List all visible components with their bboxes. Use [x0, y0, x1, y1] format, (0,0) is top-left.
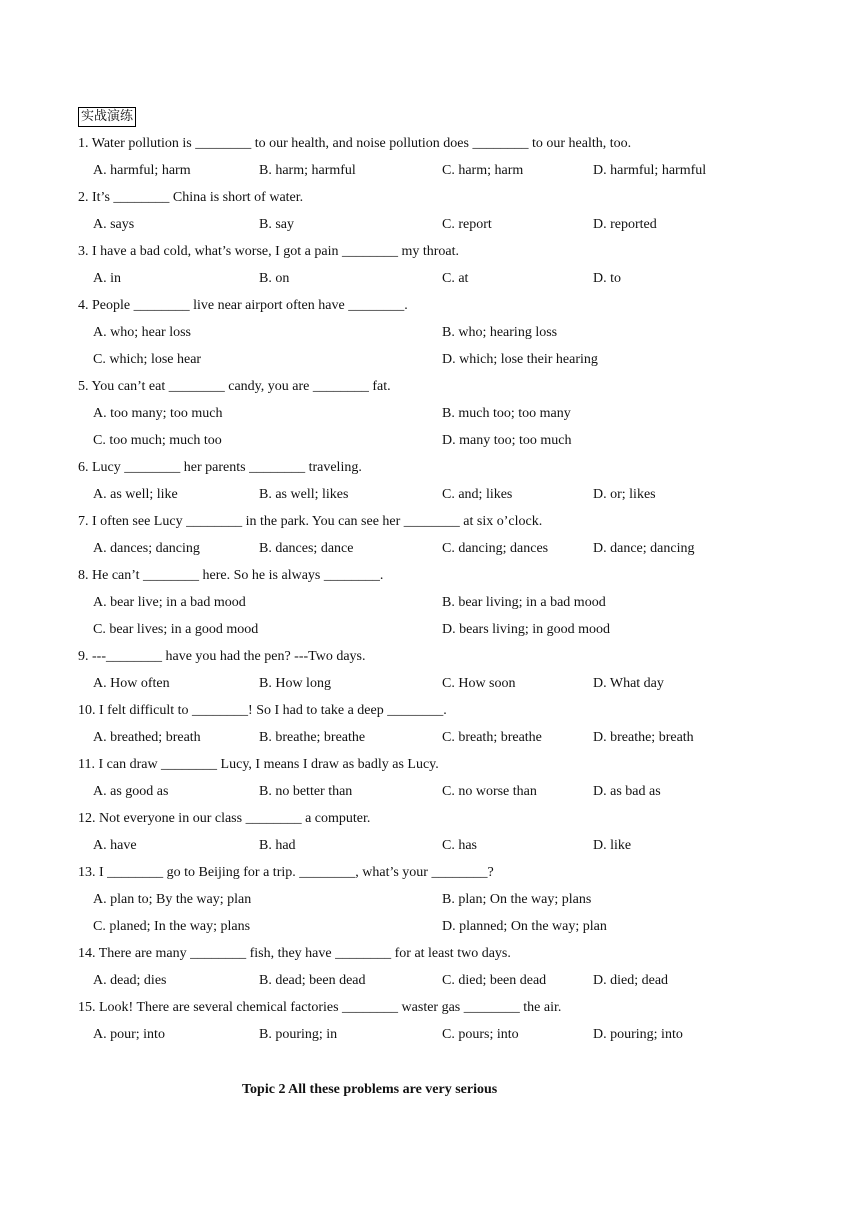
- question-stem: 3. I have a bad cold, what’s worse, I got a pain ________ my throat.: [78, 244, 460, 259]
- answer-option: D. died; dead: [593, 973, 669, 988]
- answer-option: A. pour; into: [93, 1027, 165, 1042]
- answer-option: C. How soon: [442, 676, 516, 691]
- answer-option: B. say: [259, 217, 294, 232]
- answer-option: D. breathe; breath: [593, 730, 694, 745]
- answer-option: B. How long: [259, 676, 331, 691]
- question-stem: 7. I often see Lucy ________ in the park. You can see her ________ at six o’clock.: [78, 514, 543, 529]
- answer-option: C. harm; harm: [442, 163, 524, 178]
- question-stem: 13. I ________ go to Beijing for a trip. ________, what’s your ________?: [78, 865, 494, 880]
- question-stem: 11. I can draw ________ Lucy, I means I draw as badly as Lucy.: [78, 757, 439, 772]
- answer-option: C. pours; into: [442, 1027, 519, 1042]
- answer-option: D. reported: [593, 217, 657, 232]
- answer-option: D. pouring; into: [593, 1027, 683, 1042]
- answer-option: A. dances; dancing: [93, 541, 200, 556]
- question-stem: 1. Water pollution is ________ to our health, and noise pollution does ________ to our health, too.: [78, 136, 632, 151]
- answer-option: B. plan; On the way; plans: [442, 892, 592, 907]
- question-stem: 8. He can’t ________ here. So he is always ________.: [78, 568, 384, 583]
- answer-option: A. says: [93, 217, 135, 232]
- answer-option: A. bear live; in a bad mood: [93, 595, 246, 610]
- question-stem: 12. Not everyone in our class ________ a computer.: [78, 811, 371, 826]
- answer-option: B. who; hearing loss: [442, 325, 558, 340]
- answer-option: D. like: [593, 838, 632, 853]
- answer-option: B. on: [259, 271, 290, 286]
- answer-option: A. in: [93, 271, 121, 286]
- answer-option: A. breathed; breath: [93, 730, 201, 745]
- answer-option: D. dance; dancing: [593, 541, 695, 556]
- question-stem: 10. I felt difficult to ________! So I had to take a deep ________.: [78, 703, 447, 718]
- question-stem: 6. Lucy ________ her parents ________ traveling.: [78, 460, 362, 475]
- answer-option: A. as good as: [93, 784, 169, 799]
- answer-option: D. or; likes: [593, 487, 656, 502]
- answer-option: A. who; hear loss: [93, 325, 191, 340]
- answer-option: B. much too; too many: [442, 406, 571, 421]
- answer-option: A. as well; like: [93, 487, 178, 502]
- answer-option: C. report: [442, 217, 492, 232]
- answer-option: A. too many; too much: [93, 406, 223, 421]
- question-stem: 9. ---________ have you had the pen? ---Two days.: [78, 649, 366, 664]
- answer-option: D. as bad as: [593, 784, 661, 799]
- answer-option: B. breathe; breathe: [259, 730, 366, 745]
- answer-option: D. harmful; harmful: [593, 163, 707, 178]
- answer-option: B. bear living; in a bad mood: [442, 595, 606, 610]
- question-stem: 15. Look! There are several chemical factories ________ waster gas ________ the air.: [78, 1000, 562, 1015]
- question-stem: 5. You can’t eat ________ candy, you are ________ fat.: [78, 379, 391, 394]
- answer-option: C. at: [442, 271, 469, 286]
- answer-option: C. has: [442, 838, 477, 853]
- answer-option: B. pouring; in: [259, 1027, 338, 1042]
- answer-option: A. How often: [93, 676, 170, 691]
- answer-option: C. no worse than: [442, 784, 537, 799]
- answer-option: A. plan to; By the way; plan: [93, 892, 252, 907]
- answer-option: D. What day: [593, 676, 664, 691]
- answer-option: B. no better than: [259, 784, 353, 799]
- answer-option: C. breath; breathe: [442, 730, 542, 745]
- answer-option: B. dances; dance: [259, 541, 354, 556]
- question-stem: 14. There are many ________ fish, they have ________ for at least two days.: [78, 946, 511, 961]
- question-stem: 4. People ________ live near airport often have ________.: [78, 298, 408, 313]
- answer-option: A. harmful; harm: [93, 163, 191, 178]
- answer-option: C. dancing; dances: [442, 541, 549, 556]
- answer-option: D. to: [593, 271, 621, 286]
- answer-option: C. too much; much too: [93, 433, 222, 448]
- answer-option: D. planned; On the way; plan: [442, 919, 607, 934]
- section-heading: 实战演练: [78, 107, 136, 127]
- question-stem: 2. It’s ________ China is short of water.: [78, 190, 304, 205]
- answer-option: B. dead; been dead: [259, 973, 366, 988]
- answer-option: B. as well; likes: [259, 487, 349, 502]
- answer-option: C. planed; In the way; plans: [93, 919, 251, 934]
- answer-option: A. have: [93, 838, 137, 853]
- answer-option: C. and; likes: [442, 487, 513, 502]
- answer-option: B. harm; harmful: [259, 163, 356, 178]
- answer-option: D. many too; too much: [442, 433, 572, 448]
- answer-option: B. had: [259, 838, 296, 853]
- topic-title: Topic 2 All these problems are very serious: [242, 1082, 498, 1097]
- answer-option: C. bear lives; in a good mood: [93, 622, 259, 637]
- answer-option: C. which; lose hear: [93, 352, 202, 367]
- answer-option: D. bears living; in good mood: [442, 622, 610, 637]
- answer-option: A. dead; dies: [93, 973, 167, 988]
- answer-option: C. died; been dead: [442, 973, 547, 988]
- answer-option: D. which; lose their hearing: [442, 352, 598, 367]
